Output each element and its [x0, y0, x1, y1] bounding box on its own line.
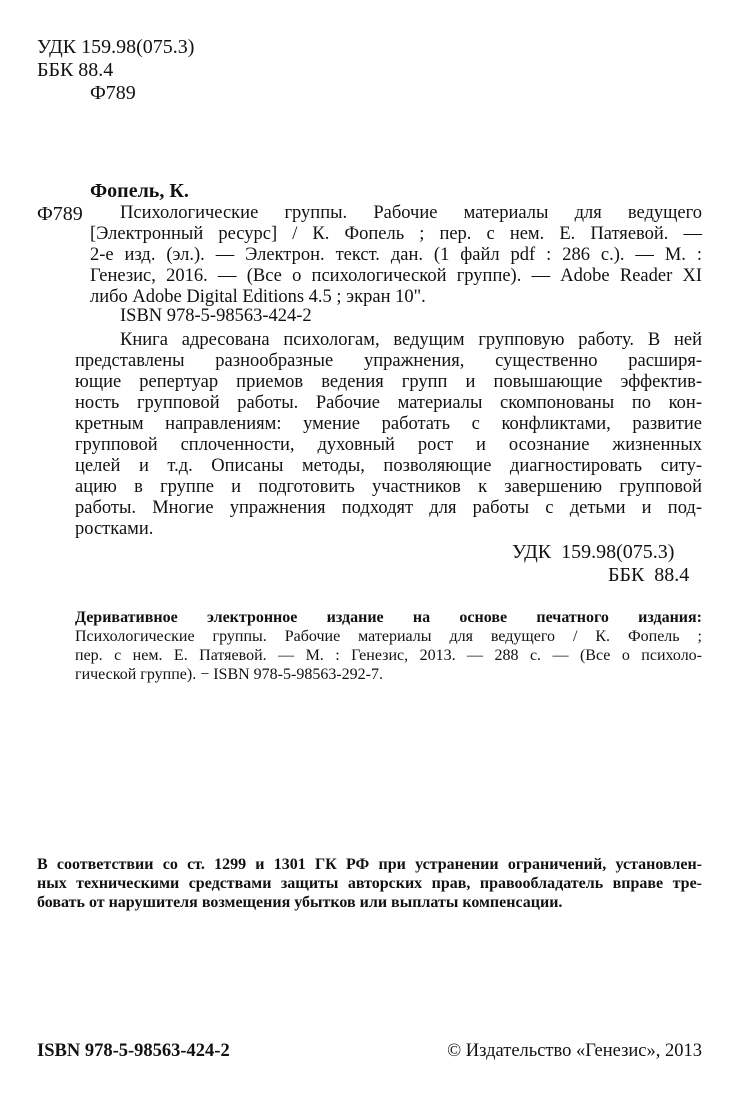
bibliographic-description — [90, 203, 702, 308]
derivative-line: Психологические группы. Рабочие материалы для ведущего / К. Фопель ; — [75, 628, 702, 645]
author-mark: Ф789 — [90, 82, 136, 104]
annotation-line: целей и т.д. Описаны методы, позволяющие диагностировать ситу- — [75, 456, 702, 476]
description-line: Генезис, 2016. — (Все о психологической группе). — Adobe Reader XI — [90, 266, 702, 286]
derivative-line: пер. с нем. Е. Патяевой. — М. : Генезис, 2013. — 288 с. — (Все о психоло- — [75, 647, 702, 664]
card-author-mark: Ф789 — [37, 203, 83, 225]
annotation-line: групповой сплоченности, духовный рост и осознание жизненных — [75, 435, 702, 455]
notice-line: бовать от нарушителя возмещения убытков или выплаты компенсации. — [37, 894, 563, 911]
description-line: [Электронный ресурс] / К. Фопель ; пер. с нем. Е. Патяевой. — — [90, 224, 702, 244]
annotation-line: работы. Многие упражнения подходят для работы с детьми и под- — [75, 498, 702, 518]
derivative-line: гической группе). − ISBN 978-5-98563-292-7. — [75, 666, 383, 683]
bbk-code: ББК 88.4 — [37, 59, 114, 81]
notice-line: ных техническими средствами защиты авторских прав, правообладатель вправе тре- — [37, 875, 702, 892]
annotation-line: ацию в группе и подготовить участников к завершению групповой — [75, 477, 702, 497]
card-isbn: ISBN 978-5-98563-424-2 — [120, 306, 312, 326]
bbk-code-right: ББК 88.4 — [608, 564, 690, 586]
derivative-heading: Деривативное электронное издание на основе печатного издания: — [75, 609, 702, 626]
author-name: Фопель, К. — [90, 180, 189, 202]
annotation-line: ющие репертуар приемов ведения групп и повышающие эффектив- — [75, 372, 702, 392]
annotation-line: ростками. — [75, 519, 154, 539]
annotation — [75, 330, 702, 540]
annotation-line: представлены разнообразные упражнения, существенно расширя- — [75, 351, 702, 371]
notice-line: В соответствии со ст. 1299 и 1301 ГК РФ при устранении ограничений, установлен- — [37, 856, 702, 873]
annotation-line: Книга адресована психологам, ведущим групповую работу. В ней — [120, 330, 702, 350]
description-line: 2-е изд. (эл.). — Электрон. текст. дан. (1 файл pdf : 286 с.). — М. : — [90, 245, 702, 265]
description-line: Психологические группы. Рабочие материалы для ведущего — [120, 203, 702, 223]
copyright-notice — [37, 855, 702, 912]
derivative-edition — [75, 608, 702, 684]
udk-code: УДК 159.98(075.3) — [37, 36, 195, 58]
footer-isbn: ISBN 978-5-98563-424-2 — [37, 1041, 230, 1061]
annotation-line: кретным направлениям: умение работать с конфликтами, развитие — [75, 414, 702, 434]
udk-code-right: УДК 159.98(075.3) — [512, 541, 675, 563]
description-line: либо Adobe Digital Editions 4.5 ; экран 10". — [90, 287, 426, 307]
annotation-line: ность групповой работы. Рабочие материалы скомпонованы по кон- — [75, 393, 702, 413]
footer-copyright: © Издательство «Генезис», 2013 — [447, 1041, 702, 1061]
